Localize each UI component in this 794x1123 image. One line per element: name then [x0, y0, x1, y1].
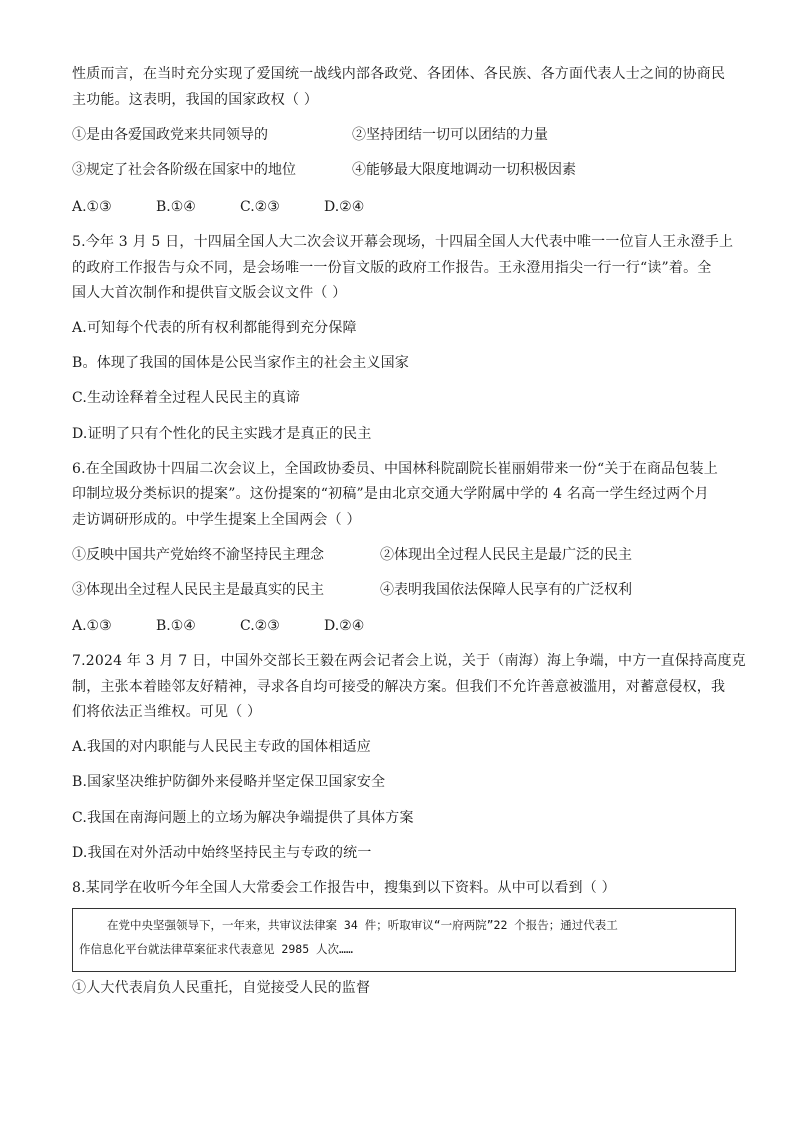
q6-statement-1: ①反映中国共产党始终不渝坚持民主理念 [72, 547, 324, 563]
q6-choice-b[interactable]: B.①④ [156, 618, 196, 634]
q6-statement-4: ④表明我国依法保障人民享有的广泛权利 [380, 582, 632, 598]
q4-stem-line-1: 性质而言，在当时充分实现了爱国统一战线内部各政党、各团体、各民族、各方面代表人士之间的协商民 [72, 66, 726, 82]
q8-statement-1: ①人大代表肩负人民重托，自觉接受人民的监督 [72, 980, 371, 996]
q4-choice-c[interactable]: C.②③ [240, 199, 280, 215]
q5-stem-line-1: 5.今年 3 月 5 日，十四届全国人大二次会议开幕会现场，十四届全国人大代表中唯一一位盲人王永澄手上 [72, 234, 734, 250]
q4-choice-b[interactable]: B.①④ [156, 199, 196, 215]
q5-stem-line-3: 国人大首次制作和提供盲文版会议文件（ ） [72, 285, 347, 301]
q8-material-line-1: 在党中央坚强领导下，一年来，共审议法律案 34 件；听取审议“一府两院”22 个报告；通过代表工 [107, 918, 618, 932]
q7-option-b[interactable]: B.国家坚决维护防御外来侵略并坚定保卫国家安全 [72, 774, 386, 790]
q7-option-c[interactable]: C.我国在南海问题上的立场为解决争端提供了具体方案 [72, 810, 414, 826]
q6-choice-a[interactable]: A.①③ [72, 618, 112, 634]
q7-option-a[interactable]: A.我国的对内职能与人民民主专政的国体相适应 [72, 739, 371, 755]
q6-stem-line-1: 6.在全国政协十四届二次会议上，全国政协委员、中国林科院副院长崔丽娟带来一份“关于在商品包装上 [72, 461, 718, 477]
q7-stem-line-2: 制，主张本着睦邻友好精神，寻求各自均可接受的解决方案。但我们不允许善意被滥用，对蓄意侵权，我 [72, 679, 726, 695]
q4-statement-1: ①是由各爱国政党来共同领导的 [72, 127, 268, 143]
q4-choice-d[interactable]: D.②④ [324, 199, 365, 215]
q6-statement-3: ③体现出全过程人民民主是最真实的民主 [72, 582, 324, 598]
q4-stem-line-2: 主功能。这表明，我国的国家政权（ ） [72, 92, 319, 108]
q5-option-c[interactable]: C.生动诠释着全过程人民民主的真谛 [72, 390, 301, 406]
q7-stem-line-3: 们将依法正当维权。可见（ ） [72, 704, 262, 720]
q6-choice-c[interactable]: C.②③ [240, 618, 280, 634]
q8-material-line-2: 作信息化平台就法律草案征求代表意见 2985 人次…… [79, 942, 353, 956]
q5-option-d[interactable]: D.证明了只有个性化的民主实践才是真正的民主 [72, 426, 372, 442]
q4-choice-a[interactable]: A.①③ [72, 199, 112, 215]
q5-option-b[interactable]: B。体现了我国的国体是公民当家作主的社会主义国家 [72, 355, 410, 371]
q5-stem-line-2: 的政府工作报告与众不同，是会场唯一一份盲文版的政府工作报告。王永澄用指尖一行一行“读”着。全 [72, 260, 712, 276]
q6-choice-d[interactable]: D.②④ [324, 618, 365, 634]
q7-stem-line-1: 7.2024 年 3 月 7 日，中国外交部长王毅在两会记者会上说，关于（南海）海上争端，中方一直保持高度克 [72, 653, 746, 669]
q6-statement-2: ②体现出全过程人民民主是最广泛的民主 [380, 547, 632, 563]
q4-choices [72, 197, 408, 217]
q4-statement-3: ③规定了社会各阶级在国家中的地位 [72, 162, 296, 178]
q6-stem-line-2: 印制垃圾分类标识的提案”。这份提案的“初稿”是由北京交通大学附属中学的 4 名高一学生经过两个月 [72, 486, 709, 502]
q8-material-box [72, 908, 736, 972]
q7-option-d[interactable]: D.我国在对外活动中始终坚持民主与专政的统一 [72, 845, 372, 861]
q8-stem-line-1: 8.某同学在收听今年全国人大常委会工作报告中，搜集到以下资料。从中可以看到（ ） [72, 880, 616, 896]
q4-statement-2: ②坚持团结一切可以团结的力量 [352, 127, 548, 143]
q6-stem-line-3: 走访调研形成的。中学生提案上全国两会（ ） [72, 512, 361, 528]
q4-statement-4: ④能够最大限度地调动一切积极因素 [352, 162, 576, 178]
q5-option-a[interactable]: A.可知每个代表的所有权利都能得到充分保障 [72, 320, 357, 336]
q6-choices [72, 616, 408, 636]
